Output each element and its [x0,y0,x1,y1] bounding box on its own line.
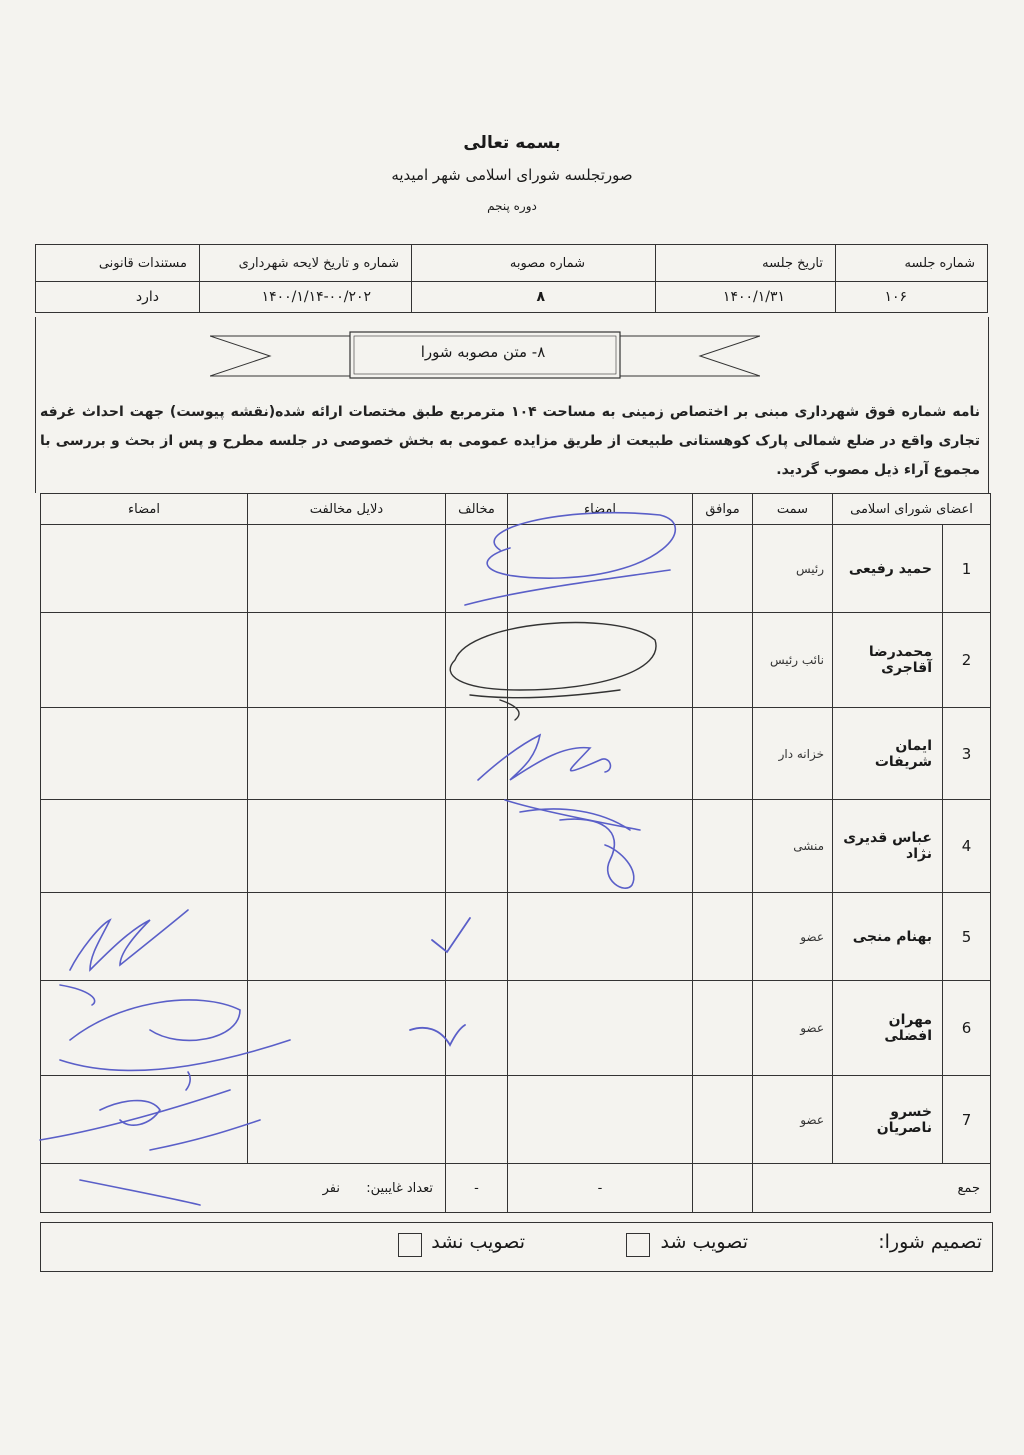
reasons-cell [248,981,446,1076]
member-role: عضو [753,893,833,981]
member-role: منشی [753,800,833,893]
signature2-header: امضاء [41,494,248,525]
signature-cell [508,981,693,1076]
oppose-cell [446,525,508,613]
row-number: 7 [943,1076,991,1164]
absent-label: تعداد غایبین: [366,1180,433,1196]
resolution-banner-label: ۸- متن مصوبه شورا [420,343,546,361]
agree-cell [693,1076,753,1164]
reasons-cell [248,525,446,613]
oppose-cell [446,708,508,800]
reasons-cell [248,893,446,981]
table-row [41,981,991,1076]
member-role: خزانه دار [753,708,833,800]
reasons-cell [248,800,446,893]
oppose-cell [446,893,508,981]
member-name: ایمان شریفات [833,708,943,800]
row-number: 1 [943,525,991,613]
document-title: صورتجلسه شورای اسلامی شهر امیدیه [391,166,633,184]
sum-agree-total: - [508,1164,693,1213]
member-name: عباس قدیری نژاد [833,800,943,893]
rejected-checkbox[interactable] [398,1233,422,1257]
agree-cell [693,613,753,708]
approved-label: تصویب شد [660,1231,748,1253]
resolution-text: نامه شماره فوق شهرداری مبنی بر اختصاص زمینی به مساحت ۱۰۴ مترمربع طبق مختصات ارائه شده(نقشه پیوست) جهت احداث غرفه تجاری واقع در ضلع شمالی پارک کوهستانی طبیعت از طریق مزایده عمومی به بخش خصوصی در جلسه مطرح و پس از بحث و بررسی با مجموع آراء ذیل مصوب گردید. [40,404,980,478]
signature-cell [508,800,693,893]
agree-cell [693,800,753,893]
signature-cell [508,893,693,981]
table-row [41,525,991,613]
session-date-value: ۱۴۰۰/۱/۳۱ [656,282,836,313]
session-number-value: ۱۰۶ [836,282,988,313]
table-row [41,708,991,800]
signature-cell [508,613,693,708]
signature2-cell [41,981,248,1076]
member-role: عضو [753,981,833,1076]
bill-number-date-value: ۱۴۰۰/۱/۱۴-۰۰/۲۰۲ [200,282,412,313]
signature2-cell [41,800,248,893]
member-name: خسرو ناصریان [833,1076,943,1164]
document-term: دوره پنجم [487,199,537,213]
reasons-cell [248,708,446,800]
session-number-label: شماره جلسه [836,245,988,282]
reasons-cell [248,613,446,708]
signature2-cell [41,708,248,800]
session-date-label: تاریخ جلسه [656,245,836,282]
oppose-header: مخالف [446,494,508,525]
document-heading-bismillah: بسمه تعالی [463,133,561,153]
signature2-cell [41,1076,248,1164]
table-row [41,893,991,981]
agree-header: موافق [693,494,753,525]
member-name: بهنام منجی [833,893,943,981]
resolution-number-value: ۸ [412,282,656,313]
reasons-cell [248,1076,446,1164]
session-info-table [35,244,988,313]
signature-cell [508,525,693,613]
oppose-cell [446,1076,508,1164]
table-row [41,613,991,708]
absent-unit: نفر [322,1180,340,1196]
council-decision-box [40,1222,993,1272]
member-name: حمید رفیعی [833,525,943,613]
oppose-cell [446,800,508,893]
member-role: عضو [753,1076,833,1164]
table-row [41,1076,991,1164]
rejected-label: تصویب نشد [431,1231,525,1253]
oppose-cell [446,613,508,708]
signature2-cell [41,525,248,613]
approved-checkbox[interactable] [626,1233,650,1257]
position-header: سمت [753,494,833,525]
member-name: مهران افضلی [833,981,943,1076]
members-vote-table [40,493,991,1213]
signature-header: امضاء [508,494,693,525]
members-header: اعضای شورای اسلامی [833,494,991,525]
row-number: 3 [943,708,991,800]
agree-cell [693,525,753,613]
bill-number-date-label: شماره و تاریخ لایحه شهرداری [200,245,412,282]
agree-cell [693,893,753,981]
table-row [41,800,991,893]
sum-oppose-total: - [446,1164,508,1213]
member-name: محمدرضا آقاجری [833,613,943,708]
decision-label: تصمیم شورا: [878,1231,982,1253]
agree-cell [693,708,753,800]
reasons-header: دلایل مخالفت [248,494,446,525]
absent-count-cell [41,1164,446,1213]
resolution-number-label: شماره مصوبه [412,245,656,282]
signature2-cell [41,613,248,708]
sum-row [41,1164,991,1213]
legal-documents-label: مستندات قانونی [36,245,200,282]
row-number: 6 [943,981,991,1076]
agree-cell [693,981,753,1076]
row-number: 4 [943,800,991,893]
signature-cell [508,1076,693,1164]
member-role: رئیس [753,525,833,613]
row-number: 2 [943,613,991,708]
sum-label: جمع [753,1164,991,1213]
row-number: 5 [943,893,991,981]
signature-cell [508,708,693,800]
sum-agree-cell [693,1164,753,1213]
member-role: نائب رئیس [753,613,833,708]
oppose-cell [446,981,508,1076]
legal-documents-value: دارد [36,282,200,313]
signature2-cell [41,893,248,981]
